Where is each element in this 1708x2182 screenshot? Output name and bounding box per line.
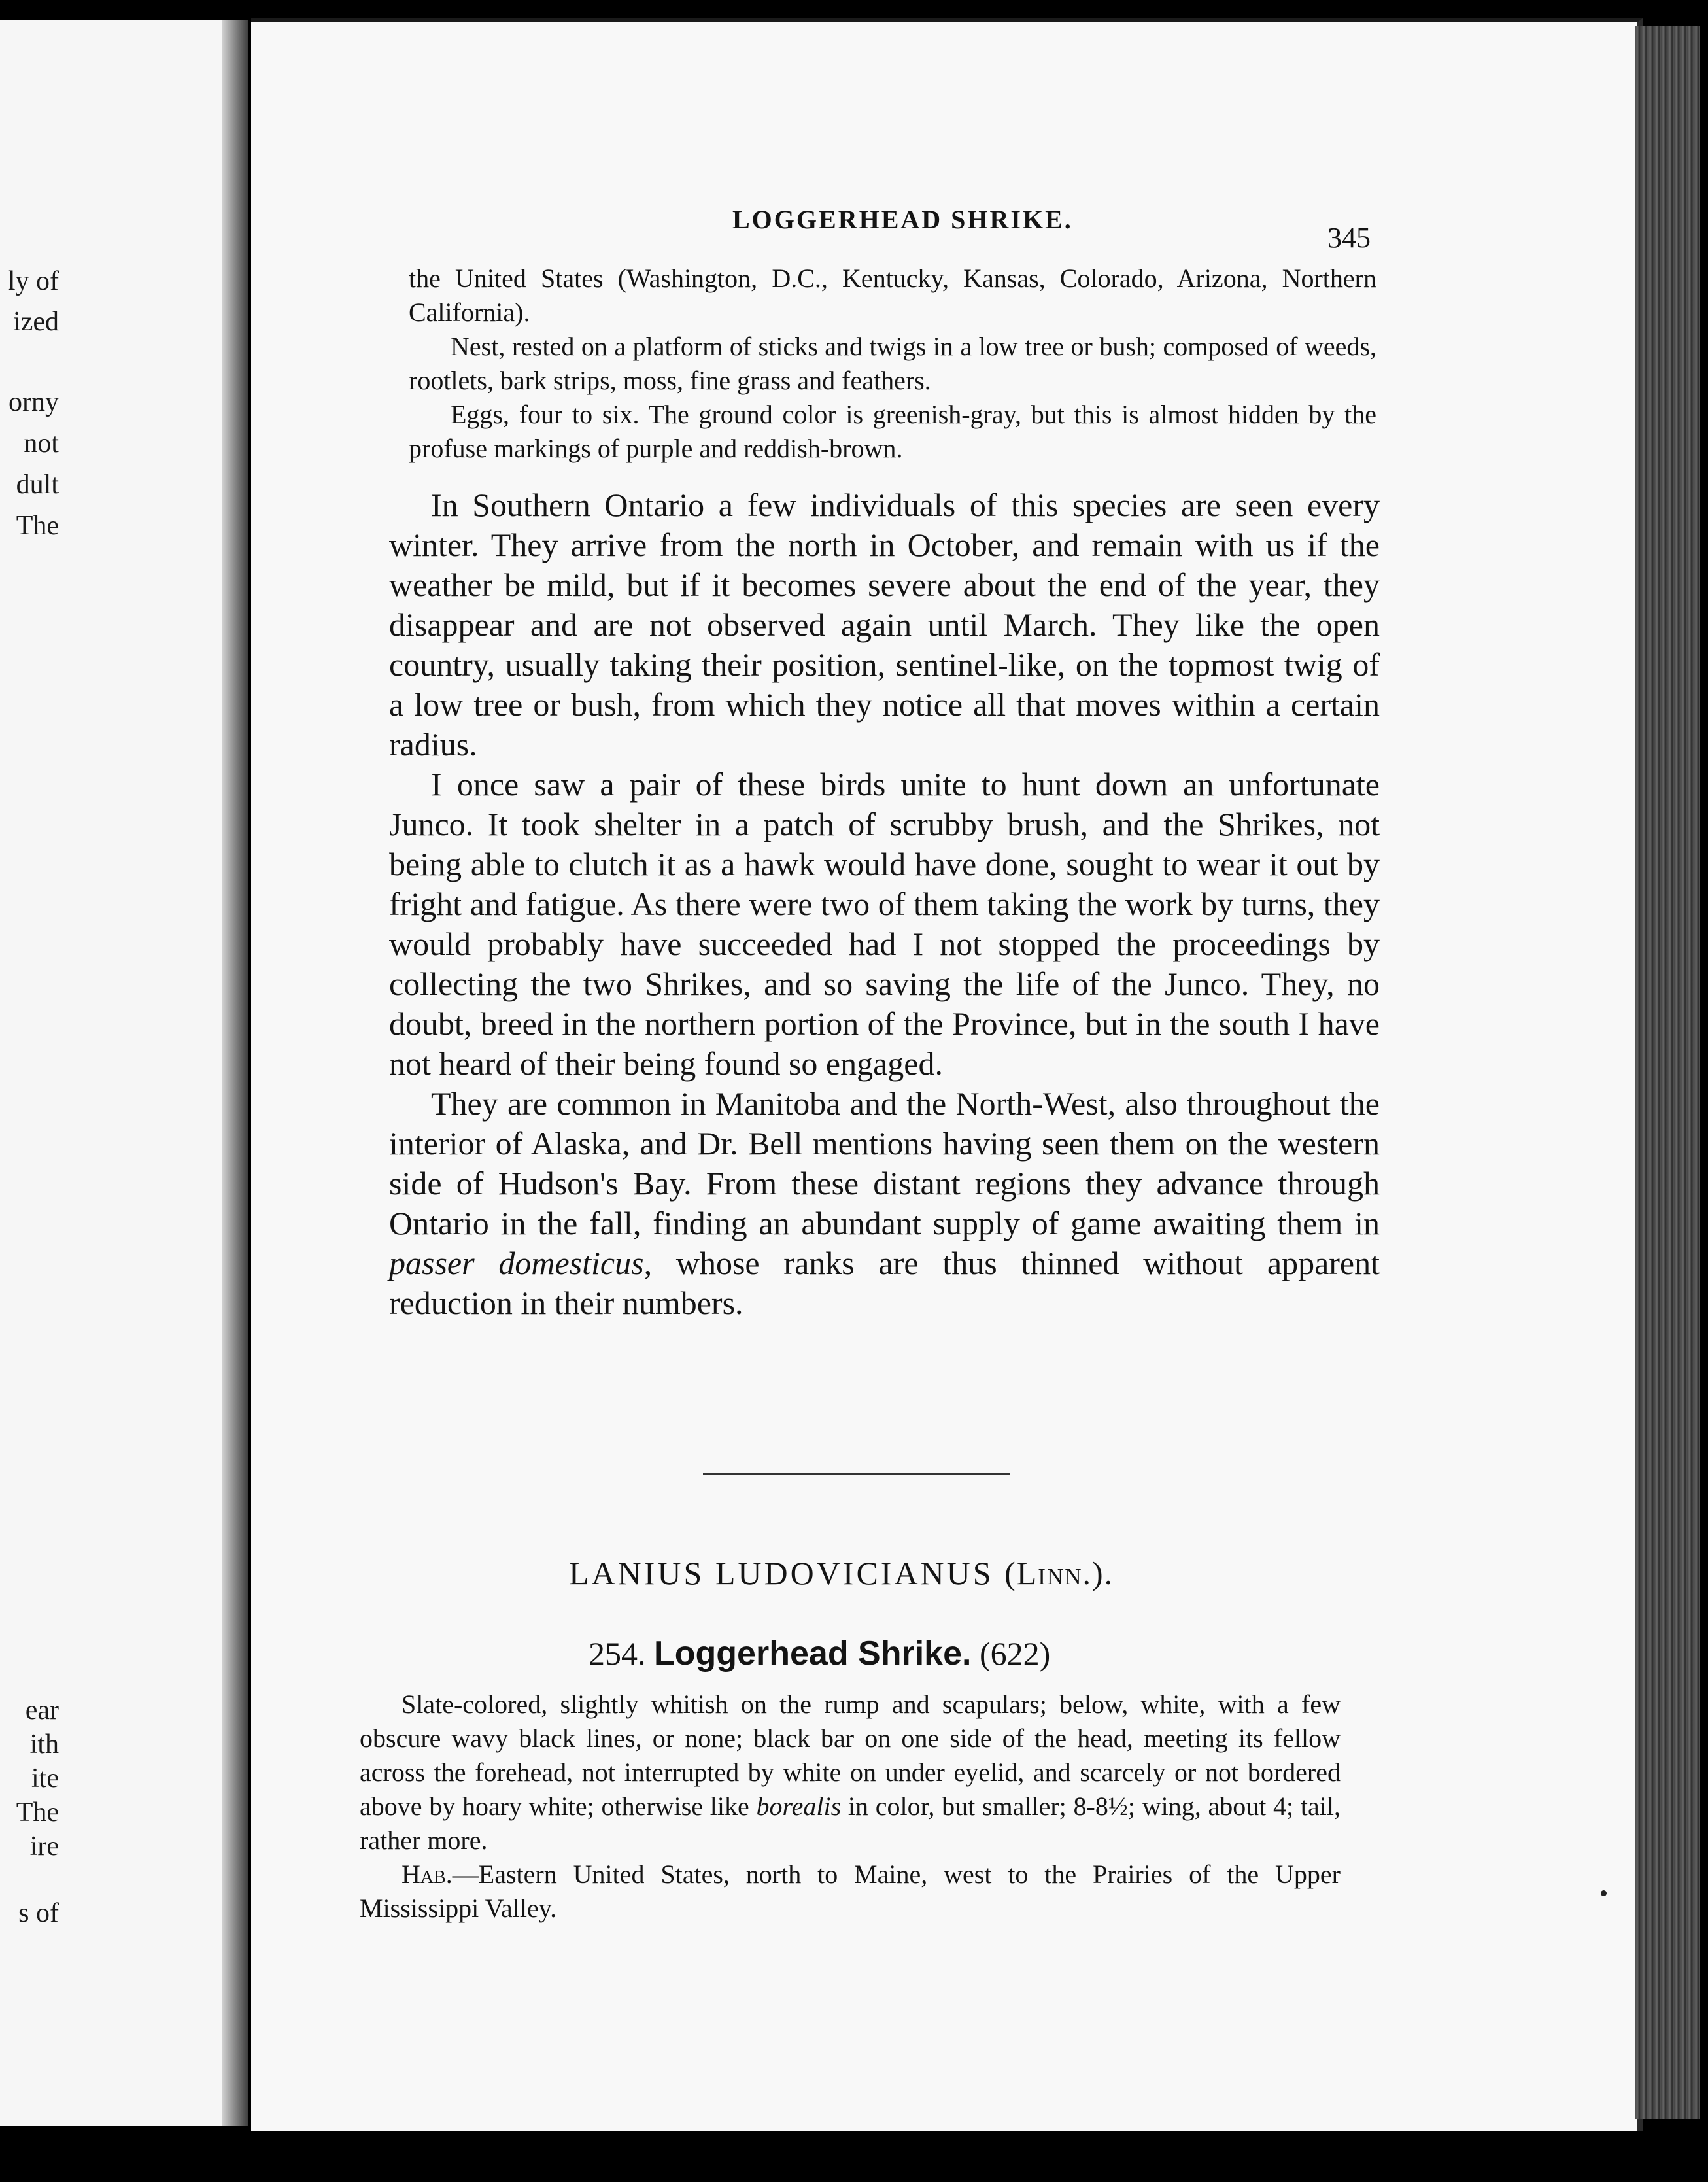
left-fragment: ire xyxy=(29,1831,59,1862)
paragraph-3 xyxy=(389,1084,1380,1323)
left-fragment: orny xyxy=(9,387,59,417)
eggs-note: Eggs, four to six. The ground color is greenish-gray, but this is almost hidden by the profuse markings of purple and reddish-brown. xyxy=(409,400,1376,463)
description-text xyxy=(360,1688,1341,1858)
common-name: Loggerhead Shrike. xyxy=(654,1635,972,1672)
left-fragment: dult xyxy=(16,470,59,500)
left-fragment: s of xyxy=(18,1898,59,1928)
running-head: LOGGERHEAD SHRIKE. xyxy=(732,205,1073,234)
paragraph-1: In Southern Ontario a few individuals of this species are seen every winter. They arrive from the north in October, and remain with us if the weather be mild, but if it becomes severe about the end of the year, they disappear and are not observed again until March. They like the open country, usually taking their position, sentinel-like, on the topmost twig of a low tree or bush, from which they notice all that moves within a certain radius. xyxy=(389,487,1380,763)
left-facing-page xyxy=(0,20,239,2126)
species-heading xyxy=(589,1634,1050,1673)
left-fragment: ear xyxy=(25,1695,59,1725)
habitat-value: —Eastern United States, north to Maine, west to the Prairies of the Upper Mississippi Valley. xyxy=(360,1860,1341,1923)
left-fragment: not xyxy=(24,428,59,459)
range-continuation xyxy=(409,262,1376,466)
scientific-name: LANIUS LUDOVICIANUS xyxy=(569,1555,994,1591)
left-fragment: The xyxy=(16,1797,59,1827)
page-edges xyxy=(1635,26,1700,2119)
page-number: 345 xyxy=(1327,222,1371,254)
left-fragment: ly of xyxy=(7,266,59,296)
paragraph-3-start: They are common in Manitoba and the North-West, also throughout the interior of Alaska, and Dr. Bell mentions having seen them on the western side of Hudson's Bay. From these distant regions they advance through Ontario in the fall, finding an abundant supply of game awaiting them in xyxy=(389,1085,1380,1241)
aou-number: (622) xyxy=(979,1635,1051,1672)
species-number: 254. xyxy=(589,1635,646,1672)
nest-note: Nest, rested on a platform of sticks and twigs in a low tree or bush; composed of weeds, rootlets, bark strips, moss, fine grass and feathers. xyxy=(409,332,1376,395)
authority: (Linn.). xyxy=(1004,1555,1114,1591)
habitat-text xyxy=(360,1858,1341,1926)
left-fragment: ith xyxy=(29,1729,59,1759)
species-description xyxy=(360,1688,1341,1926)
range-text: the United States (Washington, D.C., Kentucky, Kansas, Colorado, Arizona, Northern California). xyxy=(409,264,1376,327)
left-fragment: ized xyxy=(13,307,59,337)
main-text xyxy=(389,485,1380,1323)
book-gutter xyxy=(222,20,248,2126)
left-fragment: The xyxy=(16,511,59,541)
description-start: Slate-colored, slightly whitish on the rump and scapulars; below, white, with a few obscure wavy black lines, or none; black bar on one side of the head, meeting its fellow across the forehead, not interrupted by white on under eyelid, and scarcely or not bordered above by hoary white; otherwise like xyxy=(360,1689,1341,1821)
italic-species-name: passer domesticus xyxy=(389,1245,644,1281)
section-divider xyxy=(703,1473,1010,1475)
left-fragment: ite xyxy=(31,1763,59,1793)
habitat-label: Hab. xyxy=(401,1860,453,1889)
scientific-name-heading xyxy=(569,1554,1114,1592)
paragraph-3-end: , whose ranks are thus thinned without apparent reduction in their numbers. xyxy=(389,1245,1380,1321)
scan-border xyxy=(0,2131,1708,2182)
italic-borealis: borealis xyxy=(756,1792,842,1821)
paragraph-2: I once saw a pair of these birds unite to hunt down an unfortunate Junco. It took shelter in a patch of scrubby brush, and the Shrikes, not being able to clutch it as a hawk would have done, sought to wear it out by fright and fatigue. As there were two of them taking the work by turns, they would probably have succeeded had I not stopped the proceedings by collecting the two Shrikes, and so saving the life of the Junco. They, no doubt, breed in the northern portion of the Province, but in the south I have not heard of their being found so engaged. xyxy=(389,766,1380,1082)
description-end: in color, but smaller; 8-8½; wing, about 4; tail, rather more. xyxy=(360,1792,1341,1855)
scan-speck xyxy=(1601,1890,1607,1896)
